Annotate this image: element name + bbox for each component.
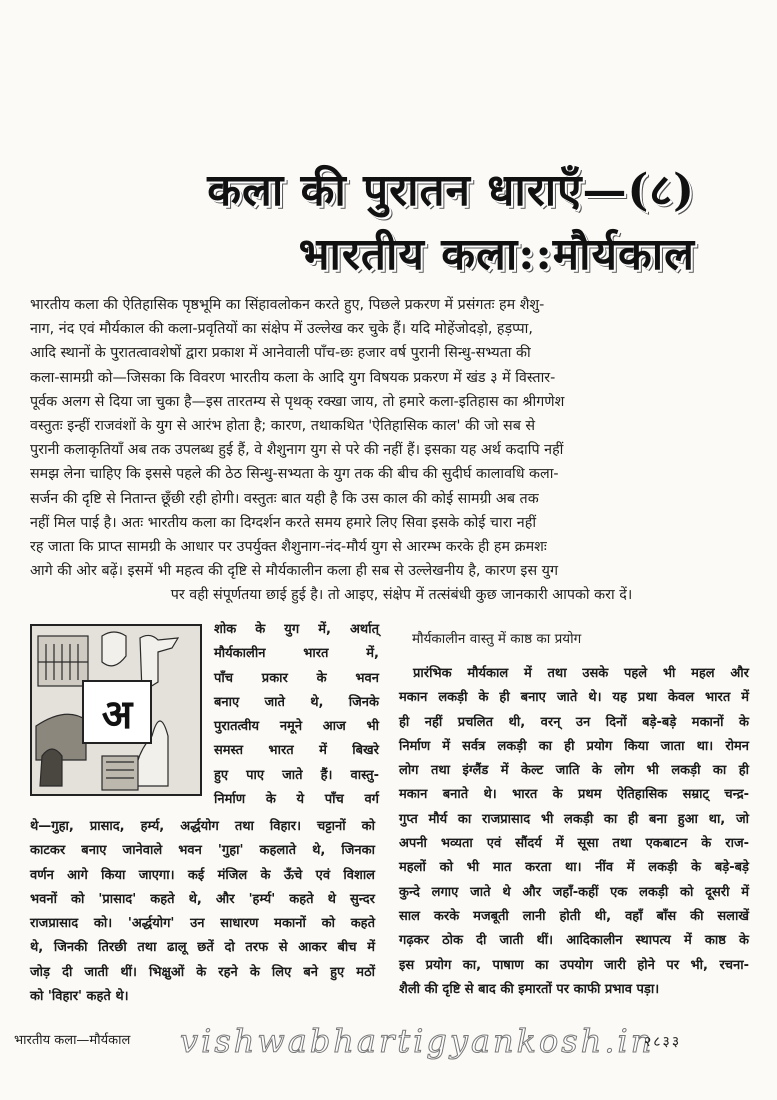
text-line: शैली की दृष्टि से बाद की इमारतों पर काफी प्रभाव पड़ा। — [399, 981, 660, 997]
text-line: इस प्रयोग का, पाषाण का उपयोग जारी होने पर भी, रचना- — [399, 957, 749, 973]
text-line: गुप्त मौर्य का राजप्रासाद भी लकड़ी का ही बना हुआ था, जो — [399, 811, 749, 827]
page-footer — [0, 1022, 777, 1060]
intro-line: समझ लेना चाहिए कि इससे पहले की ठेठ सिन्धु-सभ्यता के युग तक की बीच की सुदीर्घ कालावधि कला- — [30, 466, 559, 483]
text-line: को 'विहार' कहते थे। — [30, 989, 129, 1005]
text-line: वर्णन आगे किया जाएगा। कई मंजिल के ऊँचे एवं विशाल — [30, 867, 375, 883]
text-line: महलों को भी मात करता था। नींव में लकड़ी के बड़े-बड़े — [399, 860, 749, 876]
left-column-text — [30, 815, 375, 1009]
watermark: vishwabhartigyankosh.in — [180, 1022, 655, 1060]
text-line: निर्माण में सर्वत्र लकड़ी का ही प्रयोग किया जाता था। रोमन — [399, 738, 749, 754]
text-line: मकान लकड़ी के ही बनाए जाते थे। यह प्रथा केवल भारत में — [399, 690, 749, 706]
intro-line: पुरानी कलाकृतियाँ अब तक उपलब्ध हुई हैं, वे शैशुनाग युग से परे की नहीं हैं। इसका यह अर्थ कदापि नहीं — [30, 442, 564, 459]
intro-line: रह जाता कि प्राप्त सामग्री के आधार पर उपर्युक्त शैशुनाग-नंद-मौर्य युग से आरम्भ करके ही हम क्रमशः — [30, 539, 547, 556]
text-line: पुरातत्वीय नमूने आज भी — [214, 719, 379, 735]
text-line: पाँच प्रकार के भवन — [214, 670, 379, 686]
intro-line: आदि स्थानों के पुरातत्वावशेषों द्वारा प्रकाश में आनेवाली पाँच-छः हजार वर्ष पुरानी सिन्धु-सभ्यता की — [30, 345, 531, 362]
section-heading: मौर्यकालीन वास्तु में काष्ठ का प्रयोग — [412, 631, 582, 647]
intro-line: वस्तुतः इन्हीं राजवंशों के युग से आरंभ होता है; कारण, तथाकथित 'ऐतिहासिक काल' की जो सब से — [30, 418, 536, 435]
text-line: प्रारंभिक मौर्यकाल में तथा उसके पहले भी महल और — [413, 666, 749, 681]
text-line: राजप्रासाद को। 'अर्द्धयोग' उन साधारण मकानों को कहते — [30, 916, 375, 932]
left-column-wrapped-text — [214, 618, 379, 812]
chapter-title: कला की पुरातन धाराएँ—(८) — [207, 165, 695, 216]
running-head: भारतीय कला—मौर्यकाल — [14, 1033, 131, 1048]
text-line: मकान बनाते थे। भारत के प्रथम ऐतिहासिक सम्राट् चन्द्र- — [399, 787, 749, 803]
intro-line: पर वही संपूर्णतया छाई हुई है। तो आइए, संक्षेप में तत्संबंधी कुछ जानकारी आपको करा दें। — [170, 587, 633, 604]
intro-line: आगे की ओर बढ़ें। इसमें भी महत्व की दृष्टि से मौर्यकालीन कला ही सब से उल्लेखनीय है, कारण इस युग — [30, 563, 559, 580]
text-line: समस्त भारत में बिखरे — [214, 743, 379, 759]
text-line: हुए पाए जाते हैं। वास्तु- — [214, 767, 379, 783]
chapter-subtitle: भारतीय कला::मौर्यकाल — [298, 229, 695, 280]
right-column-text — [399, 662, 749, 1002]
text-line: कुन्दे लगाए जाते थे और जहाँ-कहीं एक लकड़ी को दूसरी में — [399, 884, 749, 900]
text-line: भवनों को 'प्रासाद' कहते थे, और 'हर्म्य' कहते थे सुन्दर — [30, 891, 375, 907]
intro-line: नहीं मिल पाई है। अतः भारतीय कला का दिग्दर्शन करते समय हमारे लिए सिवा इसके कोई चारा नहीं — [30, 514, 537, 531]
intro-line: कला-सामग्री को—जिसका कि विवरण भारतीय कला के आदि युग विषयक प्रकरण में खंड ३ में विस्तार- — [30, 369, 556, 386]
dropcap-letter: अ — [82, 680, 152, 744]
text-line: काटकर बनाए जानेवाले भवन 'गुहा' कहलाते थे, जिनका — [30, 843, 375, 859]
text-line: अपनी भव्यता एवं सौंदर्य में सूसा तथा एकबाटन के राज- — [399, 836, 749, 852]
text-line: साल करके मजबूती लानी होती थी, वहाँ बाँस की सलाखें — [399, 908, 749, 924]
intro-line: सर्जन की दृष्टि से नितान्त छूँछी रही होगी। वस्तुतः बात यही है कि उस काल की कोई सामग्री अब तक — [30, 490, 539, 507]
text-line: ही नहीं प्रचलित थी, वरन् उन दिनों बड़े-बड़े मकानों के — [399, 714, 749, 730]
text-line: गढ़कर ठोक दी जाती थीं। आदिकालीन स्थापत्य में काष्ठ के — [399, 933, 749, 949]
text-line: मौर्यकालीन भारत में, — [214, 646, 379, 662]
page-number: २८३३ — [644, 1034, 682, 1050]
text-line: शोक के युग में, अर्थात् — [214, 622, 379, 637]
text-line: थे—गुहा, प्रासाद, हर्म्य, अर्द्धयोग तथा विहार। चट्टानों को — [30, 819, 375, 834]
text-line: जोड़ दी जाती थीं। भिक्षुओं के रहने के लिए बने हुए मठों — [30, 964, 375, 980]
text-line: बनाए जाते थे, जिनके — [214, 694, 379, 710]
text-line: लोग तथा इंग्लैंड में केल्ट जाति के लोग भी लकड़ी का ही — [399, 763, 749, 779]
text-line: निर्माण के ये पाँच वर्ग — [214, 792, 379, 808]
intro-paragraph — [30, 293, 755, 608]
intro-line: नाग, नंद एवं मौर्यकाल की कला-प्रवृतियों का संक्षेप में उल्लेख कर चुके हैं। यदि मोहेंजोदड़ो, हड़प्पा, — [30, 321, 533, 338]
text-line: थे, जिनकी तिरछी तथा ढालू छतें दो तरफ से आकर बीच में — [30, 940, 375, 956]
intro-line: पूर्वक अलग से दिया जा चुका है—इस तारतम्य से पृथक् रक्खा जाय, तो हमारे कला-इतिहास का श्रीगणेश — [30, 393, 565, 410]
intro-line: भारतीय कला की ऐतिहासिक पृष्ठभूमि का सिंहावलोकन करते हुए, पिछले प्रकरण में प्रसंगतः हम शैशु- — [30, 297, 545, 313]
